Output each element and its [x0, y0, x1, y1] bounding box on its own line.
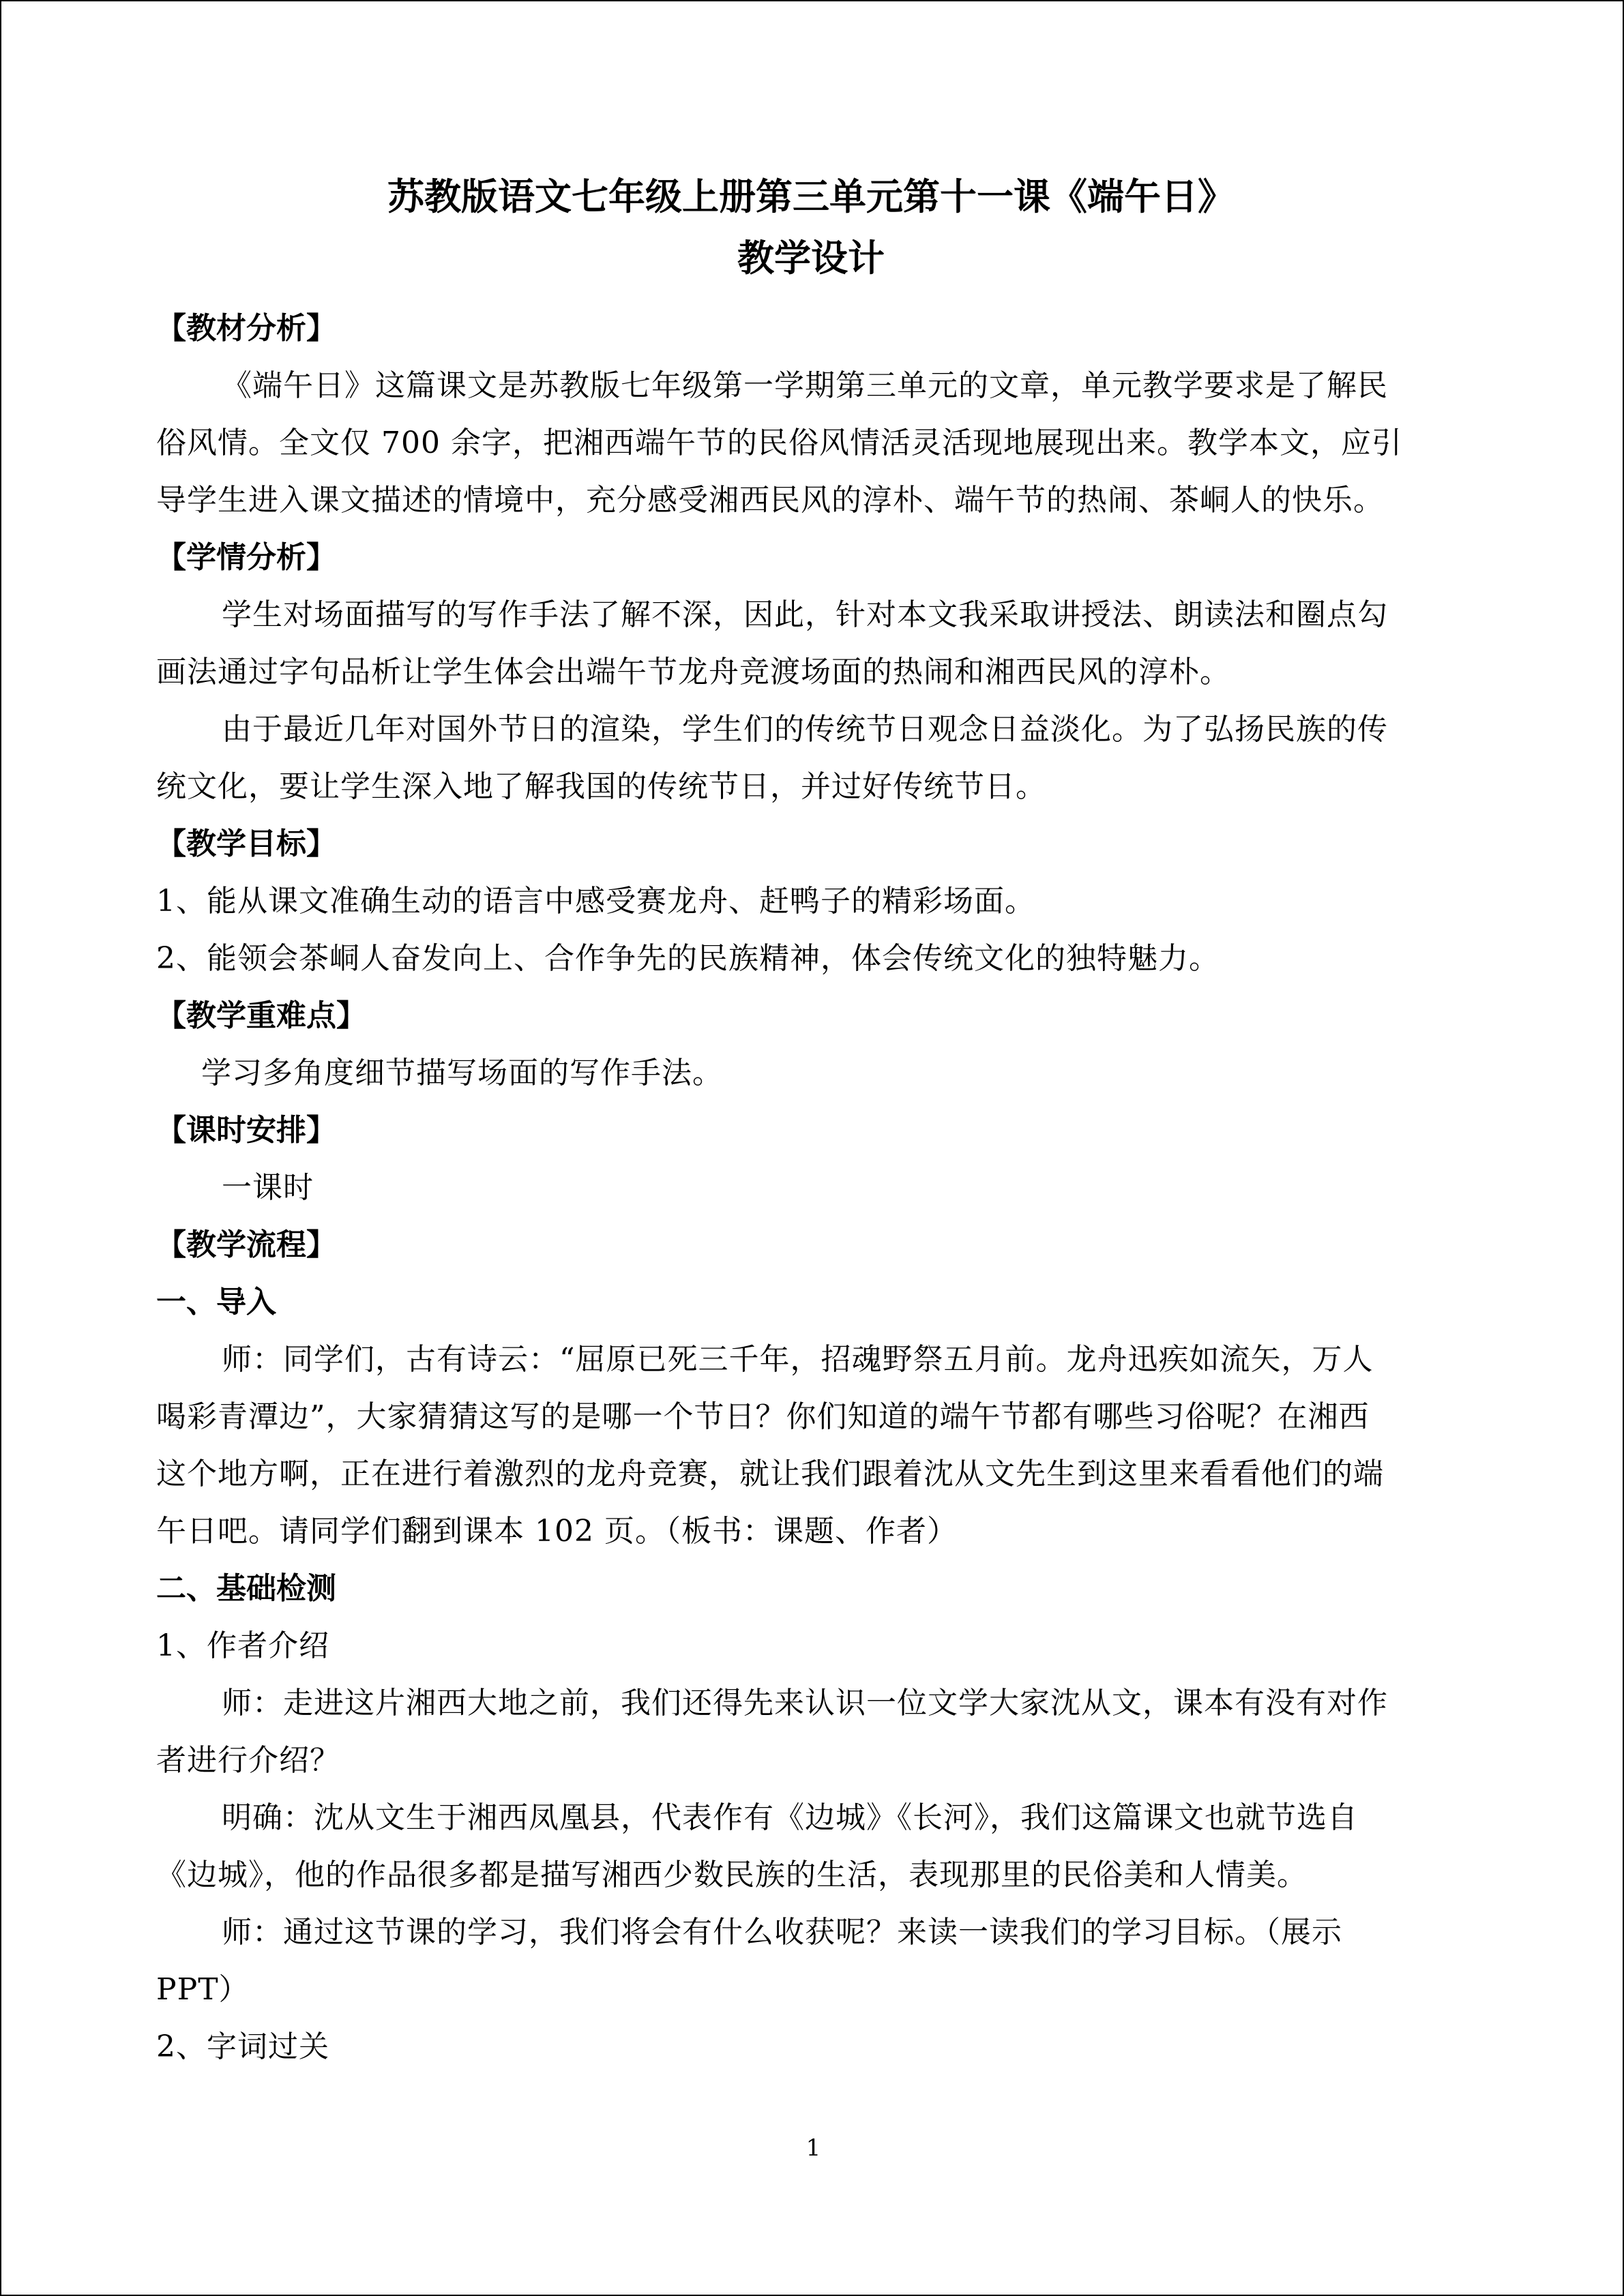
section-heading-key-points: 【教学重难点】 [156, 998, 366, 1033]
goal-item: 2、能领会茶峒人奋发向上、合作争先的民族精神，体会传统文化的独特魅力。 [156, 941, 1220, 976]
paragraph-line: 导学生进入课文描述的情境中，充分感受湘西民风的淳朴、端午节的热闹、茶峒人的快乐。 [156, 483, 1384, 518]
sub-item-vocabulary: 2、字词过关 [156, 2029, 329, 2064]
paragraph-line: 师：走进这片湘西大地之前，我们还得先来认识一位文学大家沈从文，课本有没有对作 [222, 1686, 1388, 1720]
section-heading-teaching-goals: 【教学目标】 [156, 826, 336, 861]
sub-item-author-intro: 1、作者介绍 [156, 1628, 329, 1663]
paragraph-line: 学生对场面描写的写作手法了解不深，因此，针对本文我采取讲授法、朗读法和圈点勾 [222, 597, 1388, 632]
paragraph-line: 《边城》，他的作品很多都是描写湘西少数民族的生活，表现那里的民俗美和人情美。 [156, 1858, 1308, 1892]
section-heading-student-analysis: 【学情分析】 [156, 540, 336, 575]
paragraph-line: 师：通过这节课的学习，我们将会有什么收获呢？来读一读我们的学习目标。（展示 [222, 1915, 1342, 1950]
paragraph-line: PPT） [156, 1972, 250, 2007]
paragraph-line: 《端午日》这篇课文是苏教版七年级第一学期第三单元的文章，单元教学要求是了解民 [222, 368, 1388, 403]
section-heading-process: 【教学流程】 [156, 1227, 336, 1262]
paragraph-line: 师：同学们，古有诗云：“屈原已死三千年，招魂野祭五月前。龙舟迅疾如流矢，万人 [222, 1342, 1374, 1377]
document-subtitle: 教学设计 [737, 237, 885, 280]
paragraph-line: 俗风情。全文仅 700 余字，把湘西端午节的民俗风情活灵活现地展现出来。教学本文，应引 [156, 426, 1402, 460]
paragraph-line: 由于最近几年对国外节日的渲染，学生们的传统节日观念日益淡化。为了弘扬民族的传 [222, 712, 1388, 747]
paragraph-line: 午日吧。请同学们翻到课本 102 页。（板书：课题、作者） [156, 1514, 958, 1549]
paragraph-line: 画法通过字句品析让学生体会出端午节龙舟竞渡场面的热闹和湘西民风的淳朴。 [156, 655, 1230, 689]
document-title: 苏教版语文七年级上册第三单元第十一课《端午日》 [387, 175, 1235, 218]
paragraph-line: 学习多角度细节描写场面的写作手法。 [201, 1056, 723, 1090]
paragraph-line: 一课时 [222, 1170, 314, 1205]
paragraph-line: 喝彩青潭边”，大家猜猜这写的是哪一个节日？你们知道的端午节都有哪些习俗呢？在湘西 [156, 1399, 1370, 1434]
paragraph-line: 统文化，要让学生深入地了解我国的传统节日，并过好传统节日。 [156, 769, 1046, 804]
subheading-introduction: 一、导入 [156, 1285, 276, 1320]
paragraph-line: 者进行介绍？ [156, 1743, 340, 1778]
paragraph-line: 这个地方啊，正在进行着激烈的龙舟竞赛，就让我们跟着沈从文先生到这里来看看他们的端 [156, 1457, 1384, 1491]
page-number: 1 [806, 2134, 821, 2162]
goal-item: 1、能从课文准确生动的语言中感受赛龙舟、赶鸭子的精彩场面。 [156, 884, 1035, 919]
subheading-basic-test: 二、基础检测 [156, 1571, 336, 1606]
section-heading-schedule: 【课时安排】 [156, 1113, 336, 1148]
paragraph-line: 明确：沈从文生于湘西凤凰县，代表作有《边城》《长河》，我们这篇课文也就节选自 [222, 1800, 1358, 1835]
section-heading-material-analysis: 【教材分析】 [156, 311, 336, 346]
document-body [156, 166, 1466, 2076]
